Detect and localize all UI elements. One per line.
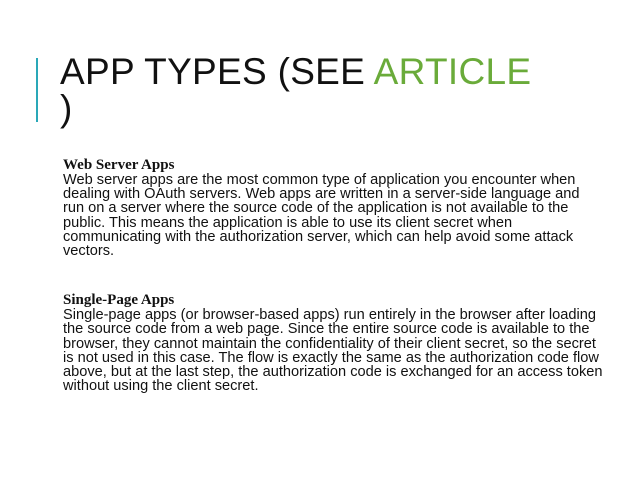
- title-closing-paren: ): [60, 88, 73, 129]
- section-heading: Web Server Apps: [63, 157, 175, 173]
- section-single-page-apps: [63, 293, 603, 393]
- slide-title: [60, 53, 620, 127]
- title-accent-bar: [36, 58, 38, 122]
- slide-content: [63, 158, 603, 393]
- section-heading: Single-Page Apps: [63, 292, 175, 309]
- section-body: Single-page apps (or browser-based apps) run entirely in the browser after loading the source code from a web page. Since the entire source code is available to the browser, they cannot maintain the confidentiality of their client secret, so the secret is not used in this case. The flow is exactly the same as the authorization code flow above, but at the last step, the authorization code is exchanged for an access token without using the client secret.: [63, 307, 603, 395]
- article-link[interactable]: ARTICLE: [373, 51, 532, 92]
- title-text: APP TYPES (SEE: [60, 51, 374, 92]
- section-body: Web server apps are the most common type of application you encounter when dealing with OAuth servers. Web apps are written in a server-side language and run on a server where the source code of the application is not available to the public. This means the application is able to use its client secret when communicating with the authorization server, which can help avoid some attack vectors.: [63, 172, 580, 260]
- section-web-server-apps: [63, 158, 603, 258]
